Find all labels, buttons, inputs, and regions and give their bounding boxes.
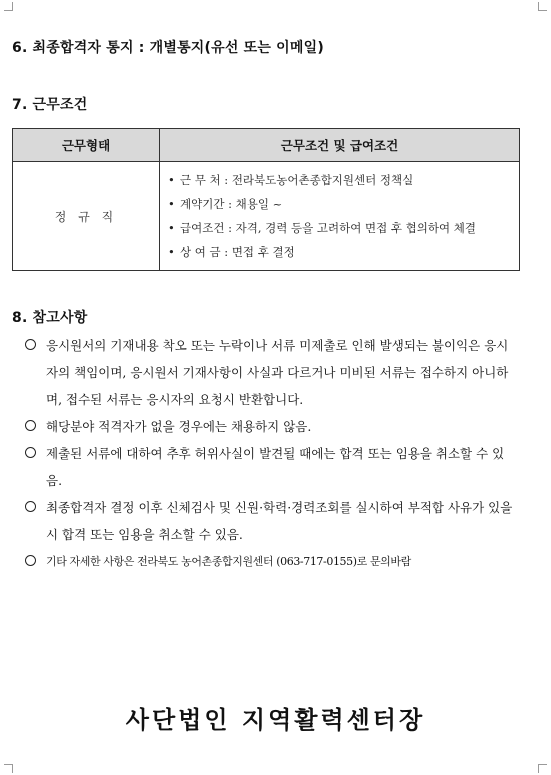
condition-salary: 급여조건 : 자격, 경력 등을 고려하여 면접 후 협의하여 체결 xyxy=(180,221,476,235)
bullet-icon: • xyxy=(168,197,175,211)
note-text: 기타 자세한 사항은 전라북도 농어촌종합지원센터 (063-717-0155)로 문의바람 xyxy=(46,555,411,568)
page-corner-mark xyxy=(538,764,547,773)
note-text: 해당분야 적격자가 없을 경우에는 채용하지 않음. xyxy=(46,419,312,434)
condition-workplace: 근 무 처 : 전라북도농어촌종합지원센터 정책실 xyxy=(180,173,414,187)
list-item xyxy=(20,494,520,548)
conditions-list xyxy=(168,168,519,264)
bullet-icon: • xyxy=(168,245,175,259)
condition-contract-period: 계약기간 : 채용일 ~ xyxy=(180,197,283,211)
table-header-row xyxy=(13,129,520,162)
organization-signature: 사단법인 지역활력센터장 xyxy=(125,706,426,734)
section-8-heading: 8. 참고사항 xyxy=(12,310,88,326)
note-text: 최종합격자 결정 이후 신체검사 및 신원·학력·경력조회를 실시하여 부적합 사유가 있을 시 합격 또는 임용을 취소할 수 있음. xyxy=(46,500,513,542)
list-item xyxy=(20,413,520,440)
working-conditions-table xyxy=(12,128,520,271)
conditions-cell xyxy=(160,162,520,271)
bullet-icon: • xyxy=(168,221,175,235)
page-corner-mark xyxy=(538,2,547,11)
list-item xyxy=(168,216,519,240)
header-conditions: 근무조건 및 급여조건 xyxy=(160,129,520,162)
note-text: 응시원서의 기재내용 착오 또는 누락이나 서류 미제출로 인해 발생되는 불이익은 응시자의 책임이며, 응시원서 기재사항이 사실과 다르거나 미비된 서류는 접수하지 아니하며, 접수된 서류는 응시자의 요청시 반환합니다. xyxy=(46,338,509,407)
section-6-heading: 6. 최종합격자 통지 : 개별통지(유선 또는 이메일) xyxy=(12,40,324,56)
employment-type-cell: 정 규 직 xyxy=(13,162,160,271)
list-item xyxy=(168,192,519,216)
section-7-heading: 7. 근무조건 xyxy=(12,97,88,113)
circle-bullet-icon xyxy=(25,555,36,566)
circle-bullet-icon xyxy=(25,339,36,350)
list-item xyxy=(20,332,520,413)
list-item xyxy=(20,548,520,575)
page-corner-mark xyxy=(4,2,13,11)
header-employment-type: 근무형태 xyxy=(13,129,160,162)
circle-bullet-icon xyxy=(25,447,36,458)
notes-list xyxy=(20,332,520,575)
page-corner-mark xyxy=(4,764,13,773)
condition-bonus: 상 여 금 : 면접 후 결정 xyxy=(180,245,295,259)
table-row xyxy=(13,162,520,271)
list-item xyxy=(20,440,520,494)
list-item xyxy=(168,240,519,264)
circle-bullet-icon xyxy=(25,501,36,512)
bullet-icon: • xyxy=(168,173,175,187)
note-text: 제출된 서류에 대하여 추후 허위사실이 발견될 때에는 합격 또는 임용을 취소할 수 있음. xyxy=(46,446,505,488)
circle-bullet-icon xyxy=(25,420,36,431)
list-item xyxy=(168,168,519,192)
